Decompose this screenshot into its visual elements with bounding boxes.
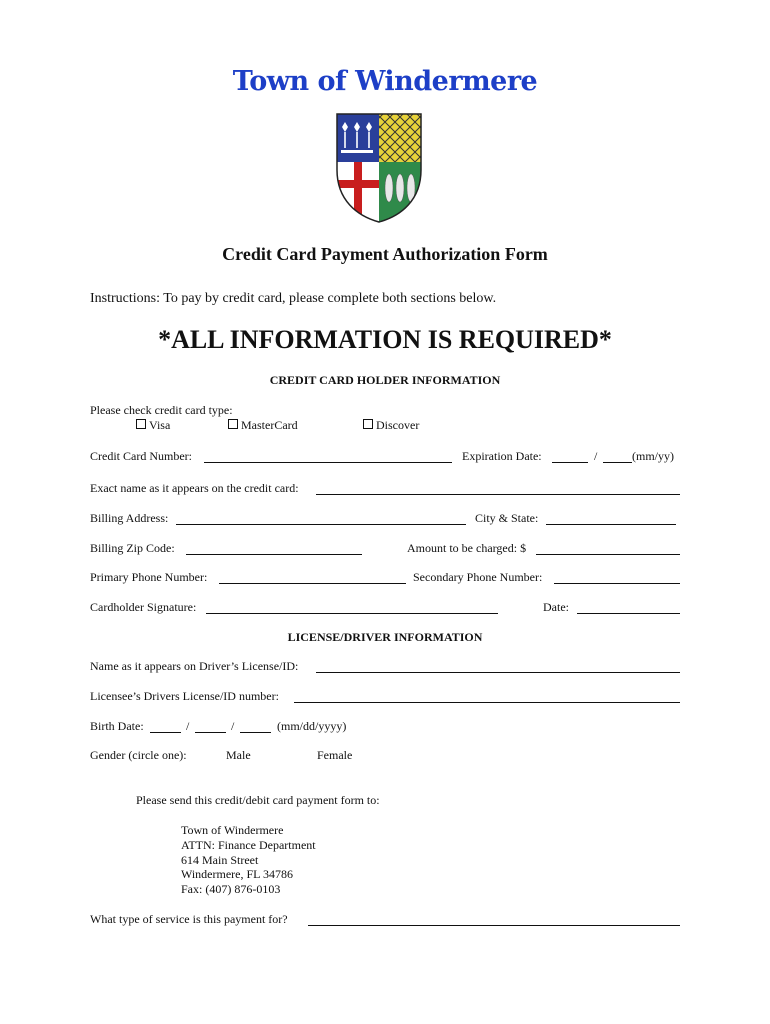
visa-checkbox[interactable] — [136, 419, 146, 429]
expiration-format: (mm/yy) — [632, 449, 674, 463]
date-label: Date: — [543, 600, 569, 614]
instructions-text: Instructions: To pay by credit card, please complete both sections below. — [90, 291, 497, 306]
primary-phone-label: Primary Phone Number: — [90, 570, 208, 584]
signature-field[interactable] — [206, 613, 498, 614]
billing-address-label: Billing Address: — [90, 511, 169, 525]
town-title: Town of Windermere — [232, 66, 538, 97]
town-crest-logo — [335, 112, 423, 224]
birth-day-field[interactable] — [195, 732, 226, 733]
billing-zip-field[interactable] — [186, 554, 362, 555]
mastercard-checkbox[interactable] — [228, 419, 238, 429]
expiration-year-field[interactable] — [603, 462, 632, 463]
mailing-address-line: Town of Windermere — [181, 823, 284, 837]
card-type-prompt: Please check credit card type: — [90, 403, 233, 417]
discover-checkbox[interactable] — [363, 419, 373, 429]
city-state-label: City & State: — [475, 511, 539, 525]
birth-date-label: Birth Date: — [90, 719, 144, 733]
license-name-field[interactable] — [316, 672, 680, 673]
service-type-label: What type of service is this payment for? — [90, 912, 288, 926]
license-number-label: Licensee’s Drivers License/ID number: — [90, 689, 279, 703]
expiration-month-field[interactable] — [552, 462, 588, 463]
exact-name-field[interactable] — [316, 494, 680, 495]
date-field[interactable] — [577, 613, 680, 614]
license-name-label: Name as it appears on Driver’s License/ID: — [90, 659, 299, 673]
mailing-address-line: ATTN: Finance Department — [181, 838, 316, 852]
mailing-address-line: Windermere, FL 34786 — [181, 867, 294, 881]
amount-field[interactable] — [536, 554, 680, 555]
expiration-separator: / — [594, 449, 598, 463]
billing-zip-label: Billing Zip Code: — [90, 541, 175, 555]
birth-month-field[interactable] — [150, 732, 181, 733]
birth-separator-2: / — [231, 719, 235, 733]
license-number-field[interactable] — [294, 702, 680, 703]
birth-format: (mm/dd/yyyy) — [277, 719, 347, 733]
card-holder-heading: CREDIT CARD HOLDER INFORMATION — [269, 373, 501, 387]
card-type-discover[interactable] — [363, 418, 419, 433]
gender-label: Gender (circle one): — [90, 748, 187, 762]
gender-option-female[interactable]: Female — [317, 748, 353, 762]
discover-label: Discover — [376, 418, 420, 432]
service-type-field[interactable] — [308, 925, 680, 926]
signature-label: Cardholder Signature: — [90, 600, 197, 614]
mailing-instruction: Please send this credit/debit card payment form to: — [136, 793, 380, 807]
card-type-mastercard[interactable] — [228, 418, 298, 433]
amount-label: Amount to be charged: $ — [407, 541, 527, 555]
exact-name-label: Exact name as it appears on the credit card: — [90, 481, 299, 495]
secondary-phone-label: Secondary Phone Number: — [413, 570, 543, 584]
required-notice: *ALL INFORMATION IS REQUIRED* — [158, 325, 612, 354]
card-number-field[interactable] — [204, 462, 452, 463]
card-number-label: Credit Card Number: — [90, 449, 192, 463]
billing-address-field[interactable] — [176, 524, 466, 525]
form-title: Credit Card Payment Authorization Form — [222, 244, 548, 264]
birth-year-field[interactable] — [240, 732, 271, 733]
license-heading: LICENSE/DRIVER INFORMATION — [287, 630, 483, 644]
card-type-visa[interactable] — [136, 418, 170, 433]
mailing-address-line: 614 Main Street — [181, 853, 259, 867]
primary-phone-field[interactable] — [219, 583, 406, 584]
mastercard-label: MasterCard — [241, 418, 298, 432]
expiration-label: Expiration Date: — [462, 449, 542, 463]
mailing-address-line: Fax: (407) 876-0103 — [181, 882, 281, 896]
birth-separator-1: / — [186, 719, 190, 733]
visa-label: Visa — [149, 418, 171, 432]
gender-option-male[interactable]: Male — [226, 748, 251, 762]
city-state-field[interactable] — [546, 524, 676, 525]
secondary-phone-field[interactable] — [554, 583, 680, 584]
